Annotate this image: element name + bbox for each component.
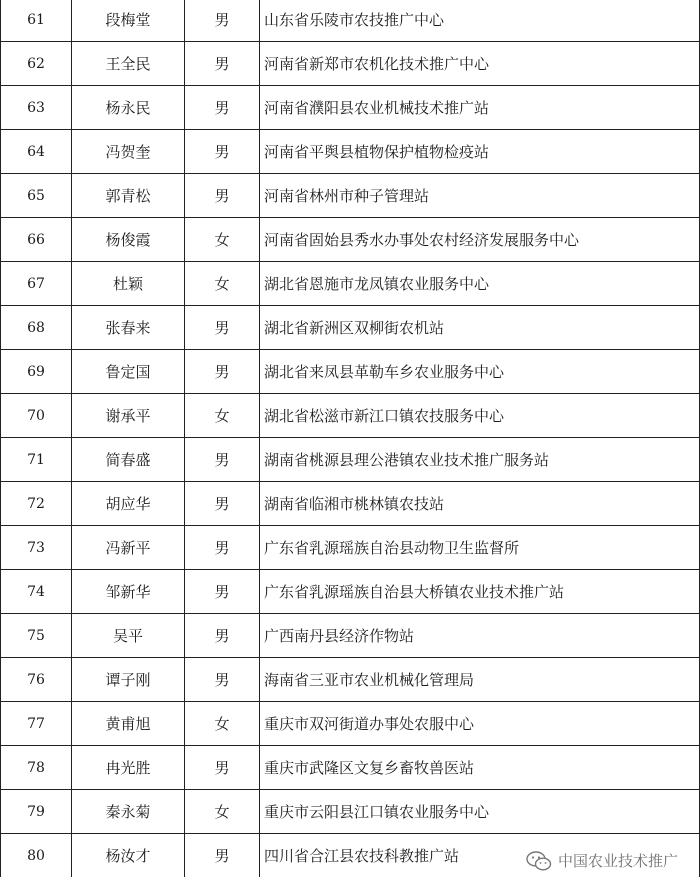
unit-cell: 海南省三亚市农业机械化管理局 [260, 658, 700, 702]
name-cell: 谢承平 [72, 394, 185, 438]
unit-cell: 广西南丹县经济作物站 [260, 614, 700, 658]
row-number-cell: 66 [1, 218, 72, 262]
name-cell: 杨汝才 [72, 834, 185, 878]
name-cell: 张春来 [72, 306, 185, 350]
gender-cell: 女 [185, 218, 260, 262]
table-row [1, 482, 700, 526]
table-row [1, 218, 700, 262]
watermark-text: 中国农业技术推广 [557, 852, 678, 870]
name-cell: 胡应华 [72, 482, 185, 526]
gender-cell: 男 [185, 658, 260, 702]
name-cell: 冯贺奎 [72, 130, 185, 174]
gender-cell: 女 [185, 702, 260, 746]
name-cell: 王全民 [72, 42, 185, 86]
table-row [1, 174, 700, 218]
row-number-cell: 78 [1, 746, 72, 790]
row-number-cell: 77 [1, 702, 72, 746]
name-cell: 吴平 [72, 614, 185, 658]
row-number-cell: 72 [1, 482, 72, 526]
unit-cell: 广东省乳源瑶族自治县动物卫生监督所 [260, 526, 700, 570]
unit-cell: 河南省濮阳县农业机械技术推广站 [260, 86, 700, 130]
row-number-cell: 73 [1, 526, 72, 570]
gender-cell: 男 [185, 438, 260, 482]
table-row [1, 130, 700, 174]
gender-cell: 男 [185, 306, 260, 350]
name-cell: 黄甫旭 [72, 702, 185, 746]
unit-cell: 湖北省来凤县革勒车乡农业服务中心 [260, 350, 700, 394]
unit-cell: 四川省合江县农技科教推广站 [260, 834, 700, 878]
row-number-cell: 63 [1, 86, 72, 130]
unit-cell: 湖北省新洲区双柳街农机站 [260, 306, 700, 350]
table-row [1, 350, 700, 394]
row-number-cell: 74 [1, 570, 72, 614]
gender-cell: 男 [185, 350, 260, 394]
table-row [1, 0, 700, 42]
gender-cell: 女 [185, 394, 260, 438]
unit-cell: 湖北省松滋市新江口镇农技服务中心 [260, 394, 700, 438]
gender-cell: 男 [185, 86, 260, 130]
unit-cell: 河南省平舆县植物保护植物检疫站 [260, 130, 700, 174]
row-number-cell: 70 [1, 394, 72, 438]
unit-cell: 重庆市武隆区文复乡畜牧兽医站 [260, 746, 700, 790]
row-number-cell: 71 [1, 438, 72, 482]
unit-cell: 山东省乐陵市农技推广中心 [260, 0, 700, 42]
name-cell: 秦永菊 [72, 790, 185, 834]
table-row [1, 438, 700, 482]
table-row [1, 306, 700, 350]
row-number-cell: 79 [1, 790, 72, 834]
unit-cell: 河南省固始县秀水办事处农村经济发展服务中心 [260, 218, 700, 262]
unit-cell: 广东省乳源瑶族自治县大桥镇农业技术推广站 [260, 570, 700, 614]
table-row [1, 658, 700, 702]
row-number-cell: 65 [1, 174, 72, 218]
name-cell: 谭子刚 [72, 658, 185, 702]
table-row [1, 614, 700, 658]
row-number-cell: 68 [1, 306, 72, 350]
row-number-cell: 67 [1, 262, 72, 306]
unit-cell: 重庆市云阳县江口镇农业服务中心 [260, 790, 700, 834]
gender-cell: 男 [185, 0, 260, 42]
table-body [1, 0, 700, 877]
name-cell: 杜颖 [72, 262, 185, 306]
gender-cell: 男 [185, 614, 260, 658]
row-number-cell: 64 [1, 130, 72, 174]
gender-cell: 男 [185, 526, 260, 570]
name-cell: 杨俊霞 [72, 218, 185, 262]
name-cell: 简春盛 [72, 438, 185, 482]
row-number-cell: 69 [1, 350, 72, 394]
name-cell: 段梅堂 [72, 0, 185, 42]
table-row [1, 86, 700, 130]
name-cell: 冯新平 [72, 526, 185, 570]
table-row [1, 262, 700, 306]
table-row [1, 394, 700, 438]
gender-cell: 女 [185, 790, 260, 834]
wechat-icon [526, 851, 552, 871]
unit-cell: 重庆市双河街道办事处农服中心 [260, 702, 700, 746]
gender-cell: 男 [185, 174, 260, 218]
table-row [1, 702, 700, 746]
gender-cell: 男 [185, 746, 260, 790]
gender-cell: 男 [185, 834, 260, 878]
row-number-cell: 76 [1, 658, 72, 702]
gender-cell: 男 [185, 482, 260, 526]
name-cell: 冉光胜 [72, 746, 185, 790]
row-number-cell: 80 [1, 834, 72, 878]
row-number-cell: 75 [1, 614, 72, 658]
table-row [1, 746, 700, 790]
unit-cell: 湖南省桃源县理公港镇农业技术推广服务站 [260, 438, 700, 482]
gender-cell: 男 [185, 570, 260, 614]
name-cell: 郭青松 [72, 174, 185, 218]
row-number-cell: 61 [1, 0, 72, 42]
name-cell: 鲁定国 [72, 350, 185, 394]
gender-cell: 男 [185, 42, 260, 86]
gender-cell: 女 [185, 262, 260, 306]
table-row [1, 526, 700, 570]
table-row [1, 790, 700, 834]
unit-cell: 河南省林州市种子管理站 [260, 174, 700, 218]
unit-cell: 河南省新郑市农机化技术推广中心 [260, 42, 700, 86]
name-cell: 邹新华 [72, 570, 185, 614]
table-row [1, 42, 700, 86]
unit-cell: 湖北省恩施市龙凤镇农业服务中心 [260, 262, 700, 306]
name-cell: 杨永民 [72, 86, 185, 130]
watermark [526, 850, 678, 871]
unit-cell: 湖南省临湘市桃林镇农技站 [260, 482, 700, 526]
gender-cell: 男 [185, 130, 260, 174]
row-number-cell: 62 [1, 42, 72, 86]
table-row [1, 570, 700, 614]
